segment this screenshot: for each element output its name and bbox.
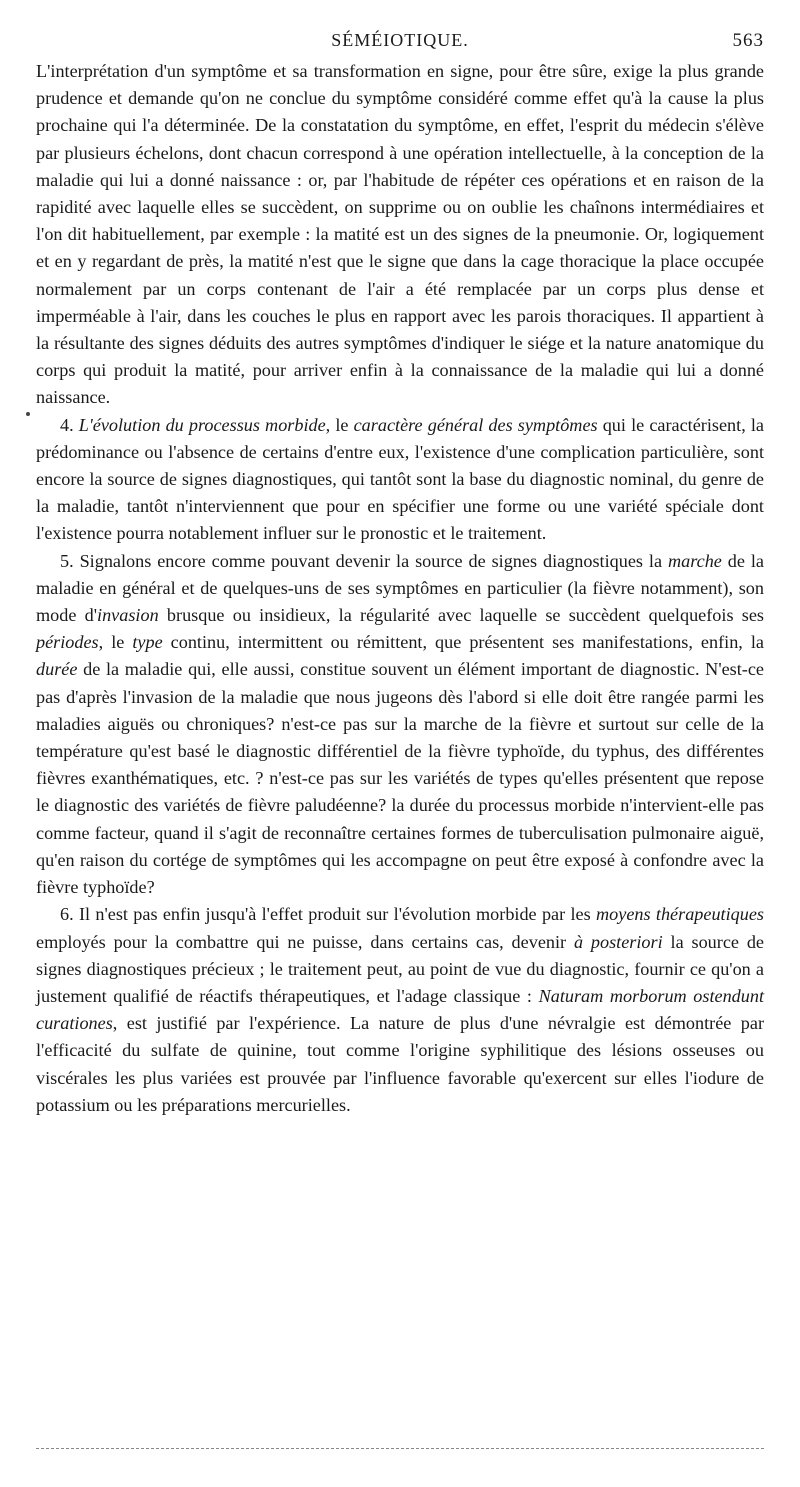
italic-phrase: invasion	[97, 605, 159, 626]
footer-rule	[36, 1448, 764, 1449]
italic-phrase: Naturam morborum ostendunt curationes	[36, 985, 765, 1034]
italic-phrase: durée	[36, 659, 78, 680]
text-run: 5. Signalons encore comme pouvant devenir la source de signes diagnostiques la	[60, 550, 668, 571]
text-run: brusque ou insidieux, la régularité avec laquelle se succèdent quelquefois ses	[158, 605, 764, 626]
paragraph-5-marche	[36, 548, 764, 902]
italic-phrase: périodes	[36, 632, 99, 653]
text-run: de la maladie qui, elle aussi, constitue souvent un élément important de diagnostic. N'est-ce pas d'après l'invasion de la maladie que nous jugeons dès l'abord si elle doit être rangée parmi les maladies aiguës ou chroniques? n'est-ce pas sur la marche de la fièvre et surtout sur celle de la température qu'est basé le diagnostic différentiel de la fièvre typhoïde, du typhus, des différentes fièvres exanthématiques, etc. ? n'est-ce pas sur les variétés de types qu'elles présentent que repose le diagnostic des variétés de fièvre paludéenne? la durée du processus morbide n'intervient-elle pas comme facteur, quand il s'agit de reconnaître certaines formes de tuberculisation pulmonaire aiguë, qu'en raison du cortége de symptômes qui les accompagne on peut être exposé à confondre avec la fièvre typhoïde?	[36, 659, 764, 898]
text-run: L'interprétation d'un symptôme et sa transformation en signe, pour être sûre, exige la plus grande prudence et demande qu'on ne conclue du symptôme considéré comme effet qu'à la cause la plus prochaine qui l'a déterminée. De la constatation du symptôme, en effet, l'esprit du médecin s'élève par plusieurs échelons, dont chacun correspond à une opération intellectuelle, à la conception de la maladie qui lui a donné naissance : or, par l'habitude de répéter ces opérations et en raison de la rapidité avec laquelle elles se succèdent, on supprime ou on oublie les chaînons intermédiaires et l'on dit habituellement, par exemple : la matité est un des signes de la pneumonie. Or, logiquement et en y regardant de près, la matité n'est que le signe que dans la cage thoracique la place occupée normalement par un corps contenant de l'air a été remplacée par un corps plus dense et imperméable à l'air, dans les couches le plus en rapport avec les parois thoraciques. Il appartient à la résultante des signes déduits des autres symptômes d'indiquer le siége et la nature anatomique du corps qui produit la matité, pour arriver enfin à la connaissance de la maladie qui lui a donné naissance.	[36, 61, 764, 408]
book-page	[36, 22, 764, 1119]
italic-phrase: à posteriori	[573, 931, 663, 952]
italic-phrase: marche	[667, 550, 722, 571]
italic-phrase: moyens thérapeutiques	[596, 904, 764, 925]
text-run: le	[330, 414, 354, 435]
text-run: , est justifié par l'expérience. La nature de plus d'une névralgie est démontrée par l'efficacité du sulfate de quinine, tout comme l'origine syphilitique des lésions osseuses ou viscérales les plus variées est prouvée par l'influence favorable qu'exercent sur elles l'iodure de potassium ou les préparations mercurielles.	[36, 1013, 764, 1115]
text-run: qui le caractérisent, la prédominance ou l'absence de certains d'entre eux, l'existence d'une complication particulière, sont encore la source de signes diagnostiques, qui tantôt sont la base du diagnostic nominal, du genre de la maladie, tantôt n'interviennent que pour en spécifier une forme ou une variété spéciale dont l'existence pourra notablement influer sur le pronostic et le traitement.	[36, 414, 764, 544]
text-run: , le	[98, 632, 133, 653]
running-head-title: SÉMÉIOTIQUE.	[331, 30, 469, 50]
text-run: la source de signes diagnostiques précieux ; le traitement peut, au point de vue du diagnostic, fournir ce qu'on a justement qualifié de réactifs thérapeutiques, et l'adage classique :	[36, 931, 764, 1006]
italic-phrase: type	[132, 632, 163, 653]
page-number: 563	[732, 30, 764, 51]
body-text	[36, 58, 764, 1119]
text-run: de la maladie en général et de quelques-uns de ses symptômes en particulier (la fièvre notamment), son mode d'	[36, 550, 764, 626]
margin-dot-mark	[26, 412, 30, 416]
paragraph-6-therapeutique	[36, 901, 764, 1119]
paragraph-4-evolution	[36, 412, 764, 548]
italic-phrase: caractère général des symptômes	[353, 414, 598, 435]
text-run: employés pour la combattre qui ne puisse, dans certains cas, devenir	[36, 931, 574, 952]
text-run: 4.	[60, 414, 79, 435]
text-run: 6. Il n'est pas enfin jusqu'à l'effet produit sur l'évolution morbide par les	[60, 904, 597, 925]
text-run: continu, intermittent ou rémittent, que présentent ses manifestations, enfin, la	[162, 632, 764, 653]
italic-phrase: L'évolution du processus morbide,	[78, 414, 331, 435]
paragraph-intro	[36, 58, 764, 412]
running-head	[36, 22, 764, 50]
